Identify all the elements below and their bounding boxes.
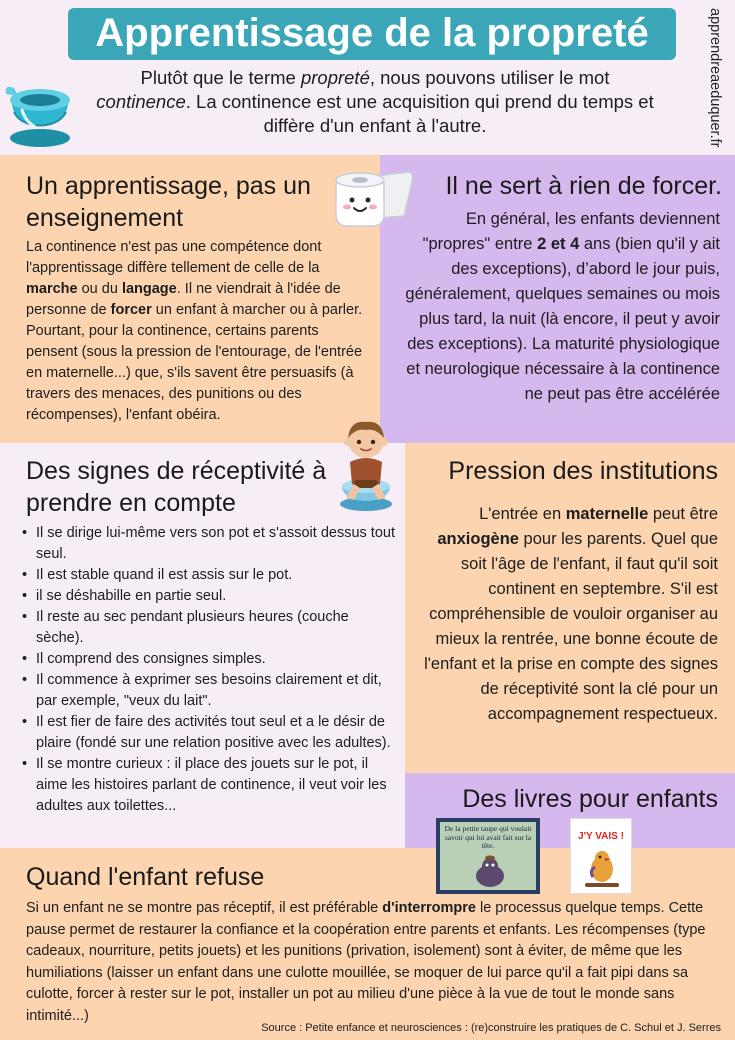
institutions-text: L'entrée en maternelle peut être anxiogène pour les parents. Quel que soit l'âge de l'enfant, il faut qu'il soit continent en septembre. S'il est compréhensible de vouloir organiser au mieux la rentrée, une bonne écoute de l'enfant et la prise en compte des signes de réceptivité sont la clé pour un accompagnement respectueux. — [424, 505, 718, 723]
source-citation: Source : Petite enfance et neurosciences : (re)construire les pratiques de C. Schul et J. Serres — [261, 1022, 721, 1034]
book-title: De la petite taupe qui voulait savoir qui lui avait fait sur la tête. — [444, 824, 532, 850]
bird-icon — [585, 847, 619, 891]
forcer-text: En général, les enfants deviennent "propres" entre 2 et 4 ans (bien qu'il y ait des exceptions), d’abord le jour puis, généralement, quelques semaines ou mois plus tard, la nuit (là encore, il peut y avoir des exceptions). La maturité physiologique et neurologique nécessaire à la continence ne peut pas être accélérée — [405, 210, 720, 403]
list-item: • Il est fier de faire des activités tout seul et a le désir de plaire (fondé sur une relation positive avec les adultes). — [18, 712, 396, 754]
site-url: apprendreaeduquer.fr — [707, 8, 723, 148]
book-cover-petite-taupe — [436, 818, 540, 894]
list-item: • Il comprend des consignes simples. — [18, 649, 396, 670]
list-item: • Il se montre curieux : il place des jouets sur le pot, il aime les histoires parlant de continence, il veut voir les adultes aux toilettes... — [18, 754, 396, 817]
receptivity-signs-list — [18, 523, 396, 817]
book-cover-jy-vais — [570, 818, 632, 894]
list-item: • il se déshabille en partie seul. — [18, 586, 396, 607]
forcer-heading: Il ne sert à rien de forcer. — [445, 172, 722, 200]
potty-icon — [4, 72, 74, 150]
list-item: • Il est stable quand il est assis sur le pot. — [18, 565, 396, 586]
signes-heading: Des signes de réceptivité à prendre en compte — [26, 457, 327, 517]
refuse-heading: Quand l'enfant refuse — [26, 863, 265, 891]
toddler-on-potty-icon — [336, 418, 396, 512]
mole-icon — [470, 854, 510, 888]
livres-heading: Des livres pour enfants — [462, 785, 718, 813]
list-item: • Il commence à exprimer ses besoins clairement et dit, par exemple, "veux du lait". — [18, 670, 396, 712]
list-item: • Il se dirige lui-même vers son pot et s'assoit dessus tout seul. — [18, 523, 396, 565]
apprentissage-heading: Un apprentissage, pas un enseignement — [26, 172, 311, 232]
page-title: Apprentissage de la propreté — [68, 8, 676, 60]
apprentissage-text: La continence n'est pas une compétence dont l'apprentissage diffère tellement de celle de la marche ou du langage. Il ne viendrait à l'idée de personne de forcer un enfant à marcher ou à parler. Pourtant, pour la continence, certains parents pensent (sous la pression de l'entourage, de l'entrée en maternelle...) que, s'ils savent être persuasifs (à travers des menaces, des punitions ou des récompenses), l'enfant obéira. — [26, 239, 363, 423]
refuse-text: Si un enfant ne se montre pas réceptif, il est préférable d'interrompre le processus quelque temps. Cette pause permet de restaurer la confiance et la coopération entre parents et enfants. Les récompenses (type cadeaux, nourriture, petits jouets) et les punitions (privation, isolement) sont à éviter, de même que les humiliations (laisser un enfant dans une culotte mouillée, se moquer de lui parce qu'il a fait pipi dans sa culotte, forcer à rester sur le pot, installer un pot au milieu d'une pièce à la vue de tout le monde sans intimité...) — [26, 900, 706, 1024]
book-title: J'Y VAIS ! — [578, 831, 624, 842]
institutions-heading: Pression des institutions — [448, 457, 718, 485]
intro-text: Plutôt que le terme propreté, nous pouvons utiliser le mot continence. La continence est une acquisition qui prend du temps et diffère d'un enfant à l'autre. — [96, 67, 654, 136]
list-item: • Il reste au sec pendant plusieurs heures (couche sèche). — [18, 607, 396, 649]
